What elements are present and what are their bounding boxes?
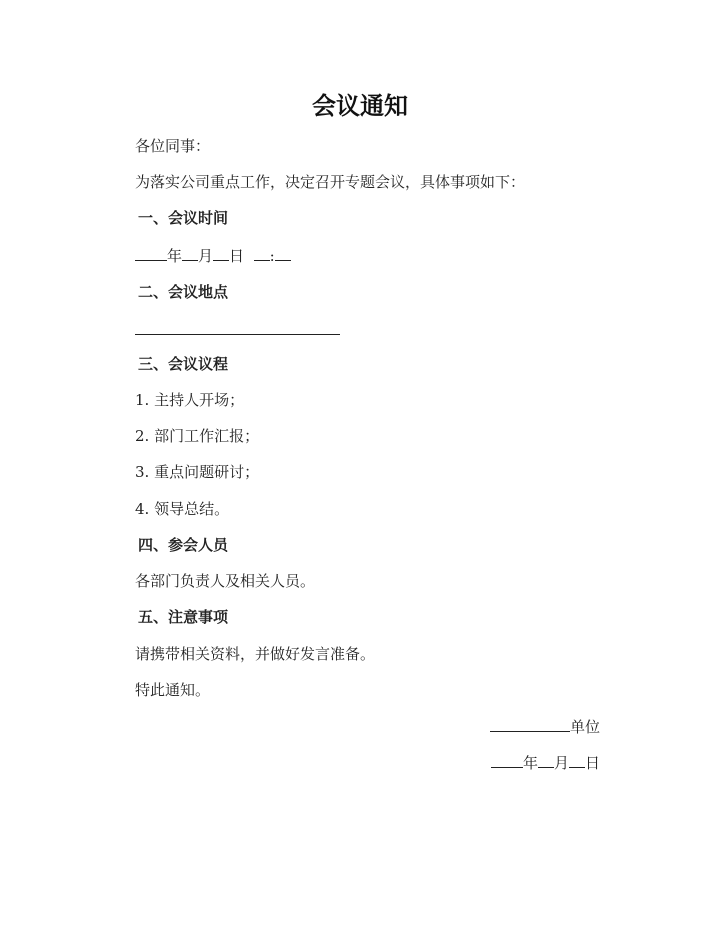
colon-label: : xyxy=(269,247,275,265)
notes-text: 请携带相关资料，并做好发言准备。 xyxy=(135,645,376,663)
sig-year-blank xyxy=(491,753,523,768)
sig-day-label: 日 xyxy=(584,754,600,772)
signature-unit xyxy=(490,717,600,737)
month-label: 月 xyxy=(198,247,214,265)
signature-date xyxy=(491,753,600,773)
closing-text: 特此通知。 xyxy=(135,681,211,699)
agenda-item: 2. 部门工作汇报； xyxy=(135,427,260,445)
day-label: 日 xyxy=(229,247,245,265)
meeting-time-field xyxy=(135,246,291,266)
sig-day-blank xyxy=(569,753,585,768)
day-blank xyxy=(213,246,229,261)
greeting: 各位同事： xyxy=(135,137,211,155)
page-title: 会议通知 xyxy=(312,92,408,120)
agenda-item: 3. 重点问题研讨； xyxy=(135,463,260,481)
intro-paragraph: 为落实公司重点工作，决定召开专题会议，具体事项如下： xyxy=(135,173,526,191)
unit-blank xyxy=(490,717,570,732)
minute-blank xyxy=(275,246,291,261)
month-blank xyxy=(182,246,198,261)
location-blank xyxy=(135,334,340,335)
year-blank xyxy=(135,246,167,261)
section-heading-notes: 五、注意事项 xyxy=(138,608,229,626)
sig-month-label: 月 xyxy=(553,754,569,772)
agenda-item: 1. 主持人开场； xyxy=(135,391,245,409)
section-heading-attendees: 四、参会人员 xyxy=(138,536,229,554)
hour-blank xyxy=(254,246,270,261)
agenda-item: 4. 领导总结。 xyxy=(135,500,230,518)
sig-month-blank xyxy=(538,753,554,768)
section-heading-time: 一、会议时间 xyxy=(138,209,229,227)
year-label: 年 xyxy=(167,247,183,265)
sig-year-label: 年 xyxy=(522,754,538,772)
section-heading-location: 二、会议地点 xyxy=(138,283,229,301)
section-heading-agenda: 三、会议议程 xyxy=(138,355,229,373)
unit-label: 单位 xyxy=(569,718,600,736)
attendees-text: 各部门负责人及相关人员。 xyxy=(135,572,316,590)
